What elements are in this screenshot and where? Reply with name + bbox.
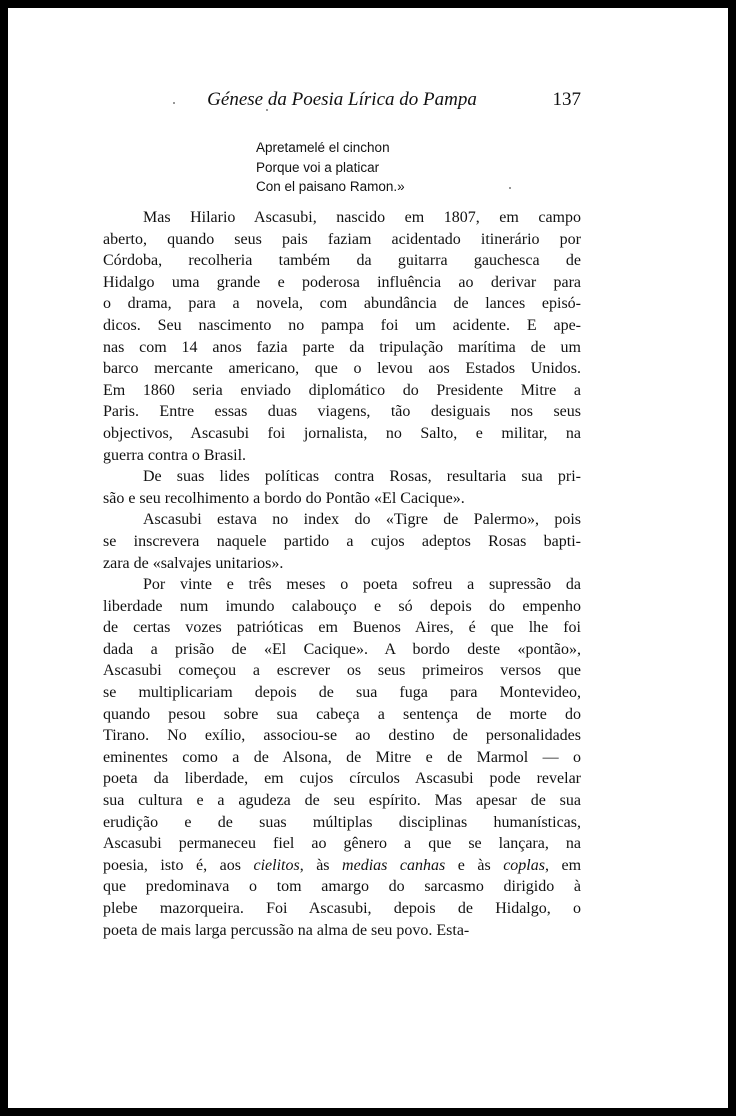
text-line: erudição e de suas múltiplas disciplinas humanísticas, (103, 813, 581, 831)
text-line: barco mercante americano, que o levou aos Estados Unidos. (103, 360, 581, 378)
text-line: Ascasubi permaneceu fiel ao gênero a que se lançara, na (103, 835, 581, 853)
text-line: guerra contra o Brasil. (103, 446, 247, 464)
verse-line: Apretamelé el cinchon (256, 140, 390, 155)
text-line: nas com 14 anos fazia parte da tripulação marítima de um (103, 338, 581, 356)
paragraph (103, 574, 581, 941)
text-line: Tirano. No exílio, associou-se ao destino de personalidades (103, 727, 581, 745)
text-line: o drama, para a novela, com abundância de lances episó- (103, 295, 581, 313)
running-header (103, 89, 581, 119)
text-line: se multiplicariam depois de sua fuga para Montevideo, (103, 684, 581, 702)
text-line: plebe mazorqueira. Foi Ascasubi, depois de Hidalgo, o (103, 900, 581, 917)
text-line: poesia, isto é, aos cielitos, às medias canhas e às coplas, em (103, 856, 582, 874)
text-line: de certas vozes patrióticas em Buenos Aires, é que lhe foi (103, 619, 581, 637)
text-line: dada a prisão de «El Cacique». A bordo deste «pontão», (103, 640, 581, 658)
text-line: Em 1860 seria enviado diplomático do Presidente Mitre a (103, 381, 581, 399)
verse-quotation (256, 138, 405, 197)
text-line: zara de «salvajes unitarios». (103, 554, 284, 572)
page-number: 137 (552, 89, 581, 110)
text-line: Hidalgo uma grande e poderosa influência ao derivar para (103, 273, 581, 291)
foreign-term: coplas (503, 856, 545, 874)
paragraph (103, 466, 581, 509)
text-line: Paris. Entre essas duas viagens, tão desiguais nos seus (103, 403, 581, 421)
text-line: Ascasubi estava no index do «Tigre de Palermo», pois (143, 511, 581, 529)
text-line: quando pesou sobre sua cabeça a sentença de morte do (103, 705, 581, 723)
foreign-term: cielitos (253, 856, 300, 874)
text-line: De suas lides políticas contra Rosas, resultaria sua pri- (143, 468, 581, 486)
text-line: dicos. Seu nascimento no pampa foi um acidente. E ape- (103, 316, 581, 334)
text-line: que predominava o tom amargo do sarcasmo dirigido à (103, 878, 581, 896)
text-line: eminentes como a de Alsona, de Mitre e de Marmol — o (103, 748, 581, 766)
text-line: poeta da liberdade, em cujos círculos Ascasubi pode revelar (103, 770, 581, 788)
text-line: sua cultura e a agudeza de seu espírito. Mas apesar de sua (103, 792, 581, 810)
text-line: objectivos, Ascasubi foi jornalista, no Salto, e militar, na (103, 424, 581, 442)
verse-line: Con el paisano Ramon.» (256, 179, 405, 194)
text-line: liberdade num imundo calabouço e só depois do empenho (103, 597, 581, 615)
book-page (8, 8, 728, 1108)
running-title: Génese da Poesia Lírica do Pampa (207, 89, 477, 110)
text-line: aberto, quando seus pais faziam acidentado itinerário por (103, 230, 581, 248)
verse-line: Porque voi a platicar (256, 159, 380, 175)
text-line: são e seu recolhimento a bordo do Pontão «El Cacique». (103, 489, 465, 507)
paragraph (103, 207, 581, 466)
foreign-term: medias canhas (342, 856, 446, 874)
text-line: poeta de mais larga percussão na alma de seu povo. Esta- (103, 921, 470, 939)
paragraph (103, 509, 581, 574)
text-line: Ascasubi começou a escrever os seus primeiros versos que (103, 662, 581, 680)
body-text (103, 207, 581, 941)
page-speck (509, 187, 511, 189)
text-line: Por vinte e três meses o poeta sofreu a supressão da (143, 576, 581, 594)
text-line: se inscrevera naquele partido a cujos adeptos Rosas bapti- (103, 532, 581, 550)
text-line: Mas Hilario Ascasubi, nascido em 1807, em campo (143, 209, 581, 226)
text-line: Córdoba, recolheria também da guitarra gauchesca de (103, 252, 581, 270)
